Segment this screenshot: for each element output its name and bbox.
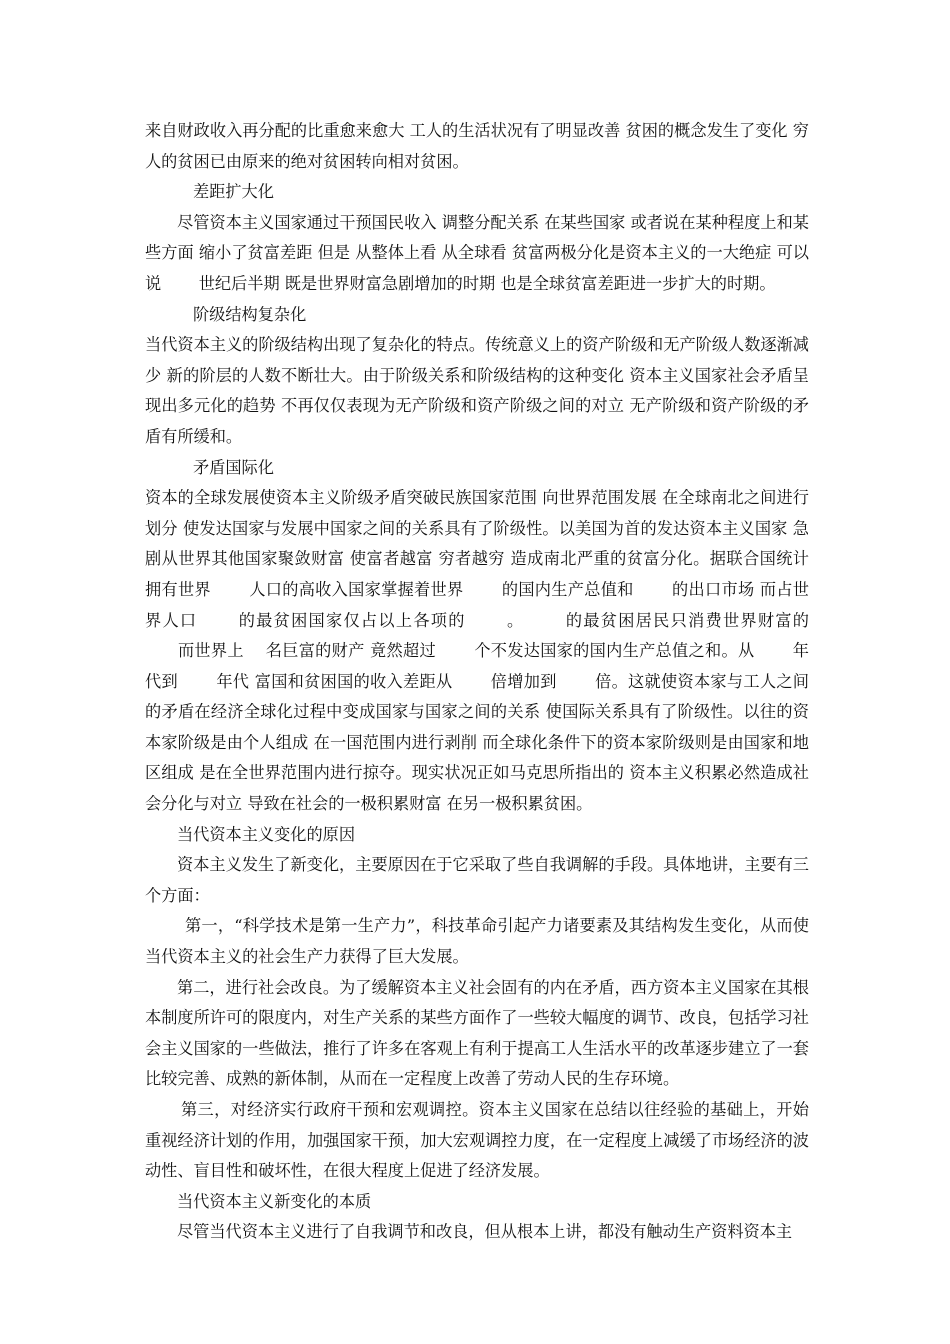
paragraph-gap-widening: 尽管资本主义国家通过干预国民收入 调整分配关系 在某些国家 或者说在某种程度上和某些方面 缩小了贫富差距 但是 从整体上看 从全球看 贫富两极分化是资本主义的一大绝症 可以说 世纪后半期 既是世界财富急剧增加的时期 也是全球贫富差距进一步扩大的时期。 <box>145 212 809 293</box>
heading-causes-of-change: 当代资本主义变化的原因 <box>177 824 356 844</box>
heading-contradiction-internationalization: 矛盾国际化 <box>193 457 274 477</box>
paragraph-cause-third: 第三，对经济实行政府干预和宏观调控。资本主义国家在总结以往经验的基础上，开始重视经济计划的作用，加强国家干预，加大宏观调控力度，在一定程度上减缓了市场经济的波动性、盲目性和破坏性，在很大程度上促进了经济发展。 <box>145 1100 809 1181</box>
paragraph-contradiction-internationalization: 资本的全球发展使资本主义阶级矛盾突破民族国家范围 向世界范围发展 在全球南北之间进行划分 使发达国家与发展中国家之间的关系具有了阶级性。以美国为首的发达资本主义国家 急剧从世界其他国家聚敛财富 使富者越富 穷者越穷 造成南北严重的贫富分化。据联合国统计 拥有世界 人口的高收入国家掌握着世界 的国内生产总值和 的出口市场 而占世界人口 的最贫困国家仅占以上各项的 。 的最贫困居民只消费世界财富的 而世界上 名巨富的财产 竟然超过 个不发达国家的国内生产总值之和。从 年代到 年代 富国和贫困国的收入差距从 倍增加到 倍。这就使资本家与工人之间的矛盾在经济全球化过程中变成国家与国家之间的关系 使国际关系具有了阶级性。以往的资本家阶级是由个人组成 在一国范围内进行剥削 而全球化条件下的资本家阶级则是由国家和地区组成 是在全世界范围内进行掠夺。现实状况正如马克思所指出的 资本主义积累必然造成社会分化与对立 导致在社会的一极积累财富 在另一极积累贫困。 <box>145 488 809 814</box>
paragraph-causes-intro: 资本主义发生了新变化，主要原因在于它采取了些自我调解的手段。具体地讲，主要有三个方面： <box>145 855 809 905</box>
heading-class-structure: 阶级结构复杂化 <box>193 304 307 324</box>
heading-essence-of-change: 当代资本主义新变化的本质 <box>177 1191 372 1211</box>
paragraph-cause-second: 第二，进行社会改良。为了缓解资本主义社会固有的内在矛盾，西方资本主义国家在其根本制度所许可的限度内，对生产关系的某些方面作了一些较大幅度的调节、改良，包括学习社会主义国家的一些做法，推行了许多在客观上有利于提高工人生活水平的改革逐步建立了一套比较完善、成熟的新体制，从而在一定程度上改善了劳动人民的生存环境。 <box>145 977 809 1089</box>
paragraph-cause-first: 第一，“科学技术是第一生产力”，科技革命引起产力诸要素及其结构发生变化，从而使当代资本主义的社会生产力获得了巨大发展。 <box>145 916 809 967</box>
paragraph-essence: 尽管当代资本主义进行了自我调节和改良，但从根本上讲，都没有触动生产资料资本主 <box>177 1222 793 1242</box>
heading-gap-widening: 差距扩大化 <box>193 182 274 202</box>
document-body <box>145 116 809 1248</box>
paragraph-class-structure: 当代资本主义的阶级结构出现了复杂化的特点。传统意义上的资产阶级和无产阶级人数逐渐减少 新的阶层的人数不断壮大。由于阶级关系和阶级结构的这种变化 资本主义国家社会矛盾呈现出多元化的趋势 不再仅仅表现为无产阶级和资产阶级之间的对立 无产阶级和资产阶级的矛盾有所缓和。 <box>145 335 809 446</box>
paragraph-poverty-change: 来自财政收入再分配的比重愈来愈大 工人的生活状况有了明显改善 贫困的概念发生了变化 穷人的贫困已由原来的绝对贫困转向相对贫困。 <box>145 121 809 171</box>
